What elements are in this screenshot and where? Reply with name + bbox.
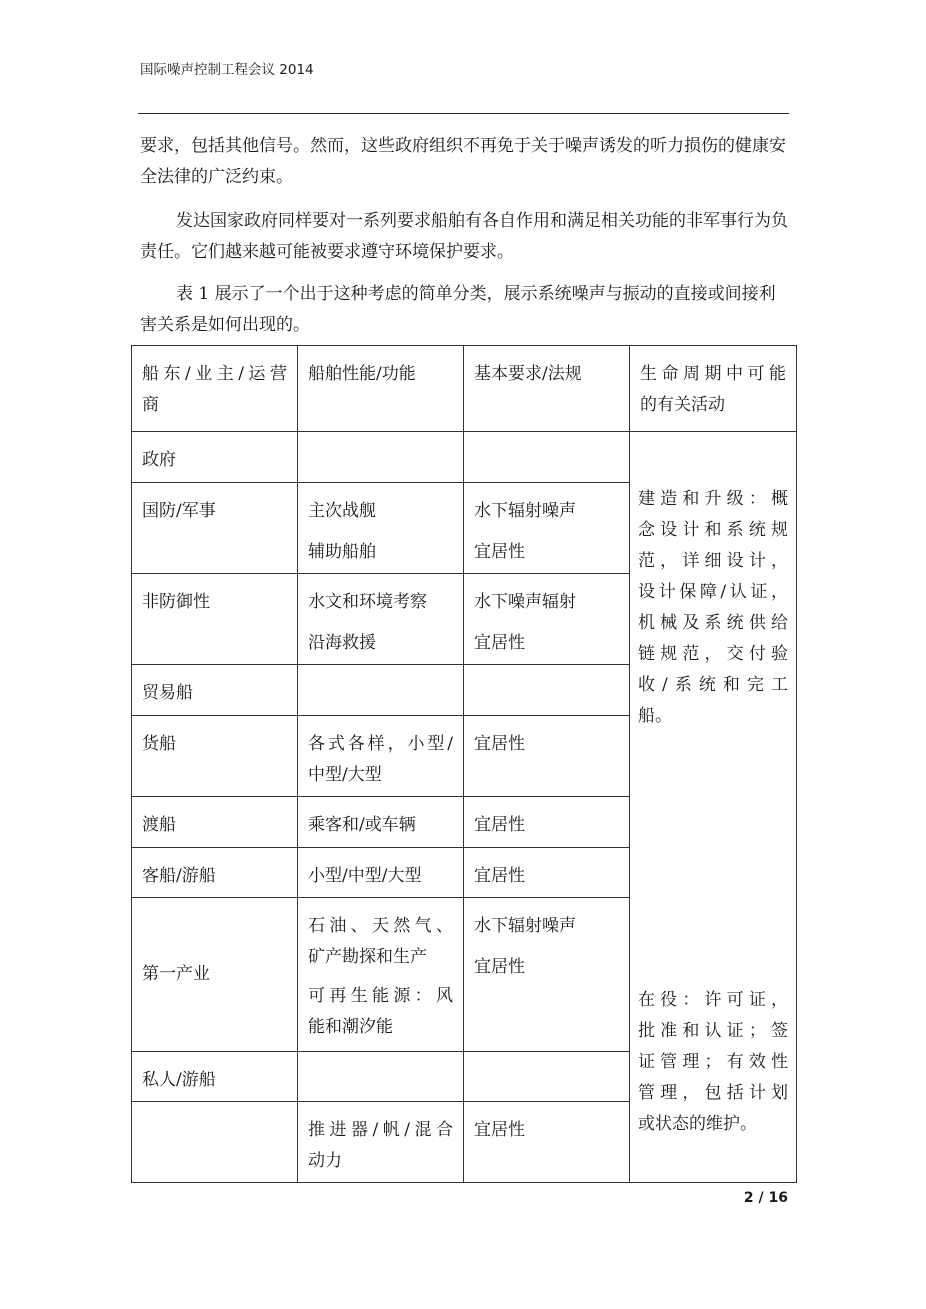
requirement-cell — [464, 665, 630, 716]
function-cell: 各式各样，小型/ 中型/大型 — [298, 716, 464, 797]
header-owner-line1: 船东/业主/运营 — [142, 364, 287, 384]
function-cell — [298, 1052, 464, 1102]
owner-cell: 第一产业 — [132, 898, 298, 1052]
header-lifecycle — [630, 346, 797, 432]
owner-cell: 货船 — [132, 716, 298, 797]
table-header-row — [132, 346, 797, 432]
function-cell: 乘客和/或车辆 — [298, 797, 464, 848]
header-divider — [138, 113, 789, 114]
document-header: 国际噪声控制工程会议 2014 — [140, 62, 314, 78]
function-cell — [298, 665, 464, 716]
owner-cell: 国防/军事 — [132, 483, 298, 574]
lifecycle-service-text: 在役：许可证， 批准和认证；签 证管理；有效性 管理，包括计划 或状态的维护。 — [638, 990, 788, 1134]
owner-cell — [132, 1102, 298, 1183]
owner-cell: 贸易船 — [132, 665, 298, 716]
owner-cell: 私人/游船 — [132, 1052, 298, 1102]
header-requirement: 基本要求/法规 — [464, 346, 630, 432]
paragraph-1: 要求，包括其他信号。然而，这些政府组织不再免于关于噪声诱发的听力损伤的健康安全法律的广泛约束。 — [140, 136, 786, 187]
lifecycle-cell — [630, 432, 797, 1183]
header-function: 船舶性能/功能 — [298, 346, 464, 432]
page-number: 2 / 16 — [743, 1190, 788, 1206]
requirement-cell — [464, 1052, 630, 1102]
header-owner — [132, 346, 298, 432]
requirement-cell: 水下辐射噪声 宜居性 — [464, 898, 630, 1052]
function-cell: 推进器/帆/混合 动力 — [298, 1102, 464, 1183]
requirement-cell: 宜居性 — [464, 848, 630, 898]
function-cell: 主次战舰 辅助船舶 — [298, 483, 464, 574]
function-cell: 小型/中型/大型 — [298, 848, 464, 898]
requirement-cell: 宜居性 — [464, 1102, 630, 1183]
requirement-cell — [464, 432, 630, 483]
function-cell — [298, 432, 464, 483]
table-row — [132, 432, 797, 483]
requirement-cell: 宜居性 — [464, 797, 630, 848]
owner-cell: 政府 — [132, 432, 298, 483]
requirement-cell: 宜居性 — [464, 716, 630, 797]
lifecycle-build-text: 建造和升级：概 念设计和系统规 范，详细设计， 设计保障/认证， 机械及系统供给 链规范，交付验 收/系统和完工 船。 — [638, 489, 788, 726]
owner-cell: 非防御性 — [132, 574, 298, 665]
requirement-cell: 水下噪声辐射 宜居性 — [464, 574, 630, 665]
owner-cell: 渡船 — [132, 797, 298, 848]
owner-cell: 客船/游船 — [132, 848, 298, 898]
function-cell: 水文和环境考察 沿海救援 — [298, 574, 464, 665]
requirement-cell: 水下辐射噪声 宜居性 — [464, 483, 630, 574]
paragraph-2: 发达国家政府同样要对一系列要求船舶有各自作用和满足相关功能的非军事行为负责任。它们越来越可能被要求遵守环境保护要求。 — [140, 211, 788, 262]
header-lifecycle-line1: 生命周期中可能 — [640, 364, 786, 384]
function-cell: 石油、天然气、 矿产勘探和生产 可再生能源：风 能和潮汐能 — [298, 898, 464, 1052]
header-lifecycle-line2: 的有关活动 — [640, 395, 725, 415]
header-owner-line2: 商 — [142, 395, 159, 415]
paragraph-3: 表 1 展示了一个出于这种考虑的简单分类，展示系统噪声与振动的直接或间接利害关系是如何出现的。 — [140, 284, 776, 335]
classification-table — [131, 345, 797, 1183]
